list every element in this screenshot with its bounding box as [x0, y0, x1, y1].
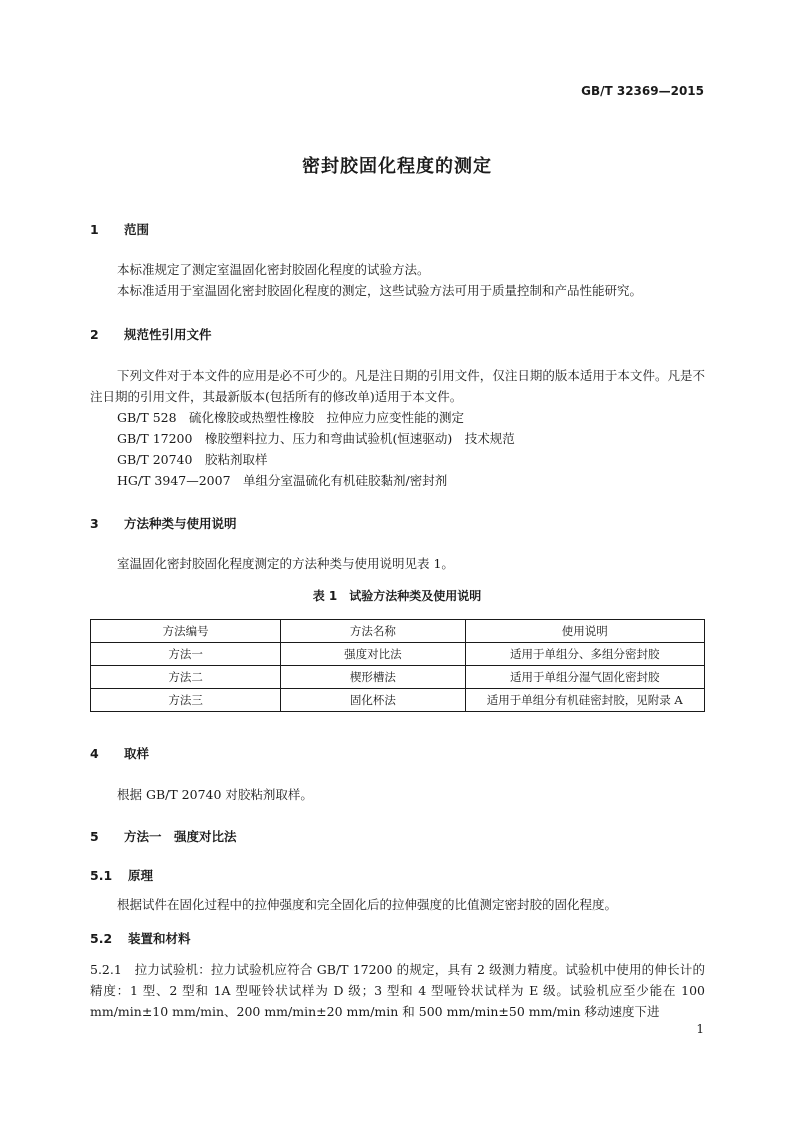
table-cell: 方法一 [91, 643, 281, 666]
reference-item: GB/T 17200 橡胶塑料拉力、压力和弯曲试验机(恒速驱动) 技术规范 [117, 431, 515, 446]
section-4-heading [90, 744, 149, 762]
section-title: 范围 [124, 222, 150, 237]
table-cell: 强度对比法 [281, 643, 465, 666]
section-number: 2 [90, 327, 99, 342]
table-cell: 适用于单组分、多组分密封胶 [465, 643, 704, 666]
paragraph: 下列文件对于本文件的应用是必不可少的。凡是注日期的引用文件，仅注日期的版本适用于本文件。凡是不注日期的引用文件，其最新版本(包括所有的修改单)适用于本文件。 [90, 368, 705, 404]
table-header-cell: 方法名称 [281, 620, 465, 643]
paragraph-5-2-1: 5.2.1 拉力试验机：拉力试验机应符合 GB/T 17200 的规定，具有 2 级测力精度。试验机中使用的伸长计的精度：1 型、2 型和 1A 型哑铃状试样为 D 级；3 型和 4 型哑铃状试样为 E 级。试验机应至少能在 100 mm/min±10 mm/min、200 mm/min±20 mm/min 和 500 mm/min±50 mm/min 移动速度下进 [90, 962, 705, 1019]
page-number: 1 [696, 1022, 704, 1036]
section-title: 取样 [124, 746, 150, 761]
reference-item: GB/T 528 硫化橡胶或热塑性橡胶 拉伸应力应变性能的测定 [117, 410, 465, 425]
section-2-heading [90, 325, 212, 343]
methods-table [90, 619, 705, 712]
section-number: 5 [90, 829, 99, 844]
table-header-cell: 方法编号 [91, 620, 281, 643]
section-number: 5.2 [90, 931, 113, 946]
section-3-heading [90, 514, 237, 532]
table-header-cell: 使用说明 [465, 620, 704, 643]
paragraph: 本标准规定了测定室温固化密封胶固化程度的试验方法。 [117, 262, 430, 277]
section-5-1-heading [90, 866, 153, 884]
document-title: 密封胶固化程度的测定 [302, 156, 492, 177]
paragraph: 根据试件在固化过程中的拉伸强度和完全固化后的拉伸强度的比值测定密封胶的固化程度。 [117, 897, 618, 912]
standard-number: GB/T 32369—2015 [581, 84, 704, 98]
table-cell: 方法二 [91, 666, 281, 689]
reference-item: GB/T 20740 胶粘剂取样 [117, 452, 268, 467]
section-5-2-heading [90, 929, 191, 947]
table-cell: 楔形槽法 [281, 666, 465, 689]
section-title: 原理 [128, 868, 154, 883]
section-number: 3 [90, 516, 99, 531]
table-row [91, 643, 705, 666]
section-number: 1 [90, 222, 99, 237]
section-1-heading [90, 220, 149, 238]
paragraph: 本标准适用于室温固化密封胶固化程度的测定，这些试验方法可用于质量控制和产品性能研究。 [117, 283, 643, 298]
section-number: 5.1 [90, 868, 113, 883]
table-cell: 方法三 [91, 689, 281, 712]
table-row [91, 689, 705, 712]
section-title: 方法一 强度对比法 [124, 829, 237, 844]
table-cell: 适用于单组分有机硅密封胶，见附录 A [465, 689, 704, 712]
table-cell: 适用于单组分湿气固化密封胶 [465, 666, 704, 689]
section-5-heading [90, 827, 237, 845]
section-title: 规范性引用文件 [124, 327, 212, 342]
paragraph: 根据 GB/T 20740 对胶粘剂取样。 [117, 787, 313, 802]
reference-item: HG/T 3947—2007 单组分室温硫化有机硅胶黏剂/密封剂 [117, 473, 448, 488]
section-number: 4 [90, 746, 99, 761]
paragraph: 室温固化密封胶固化程度测定的方法种类与使用说明见表 1。 [117, 556, 454, 571]
table-row [91, 666, 705, 689]
table-header-row [91, 620, 705, 643]
table-caption: 表 1 试验方法种类及使用说明 [312, 589, 482, 603]
section-title: 装置和材料 [128, 931, 191, 946]
section-title: 方法种类与使用说明 [124, 516, 237, 531]
table-cell: 固化杯法 [281, 689, 465, 712]
